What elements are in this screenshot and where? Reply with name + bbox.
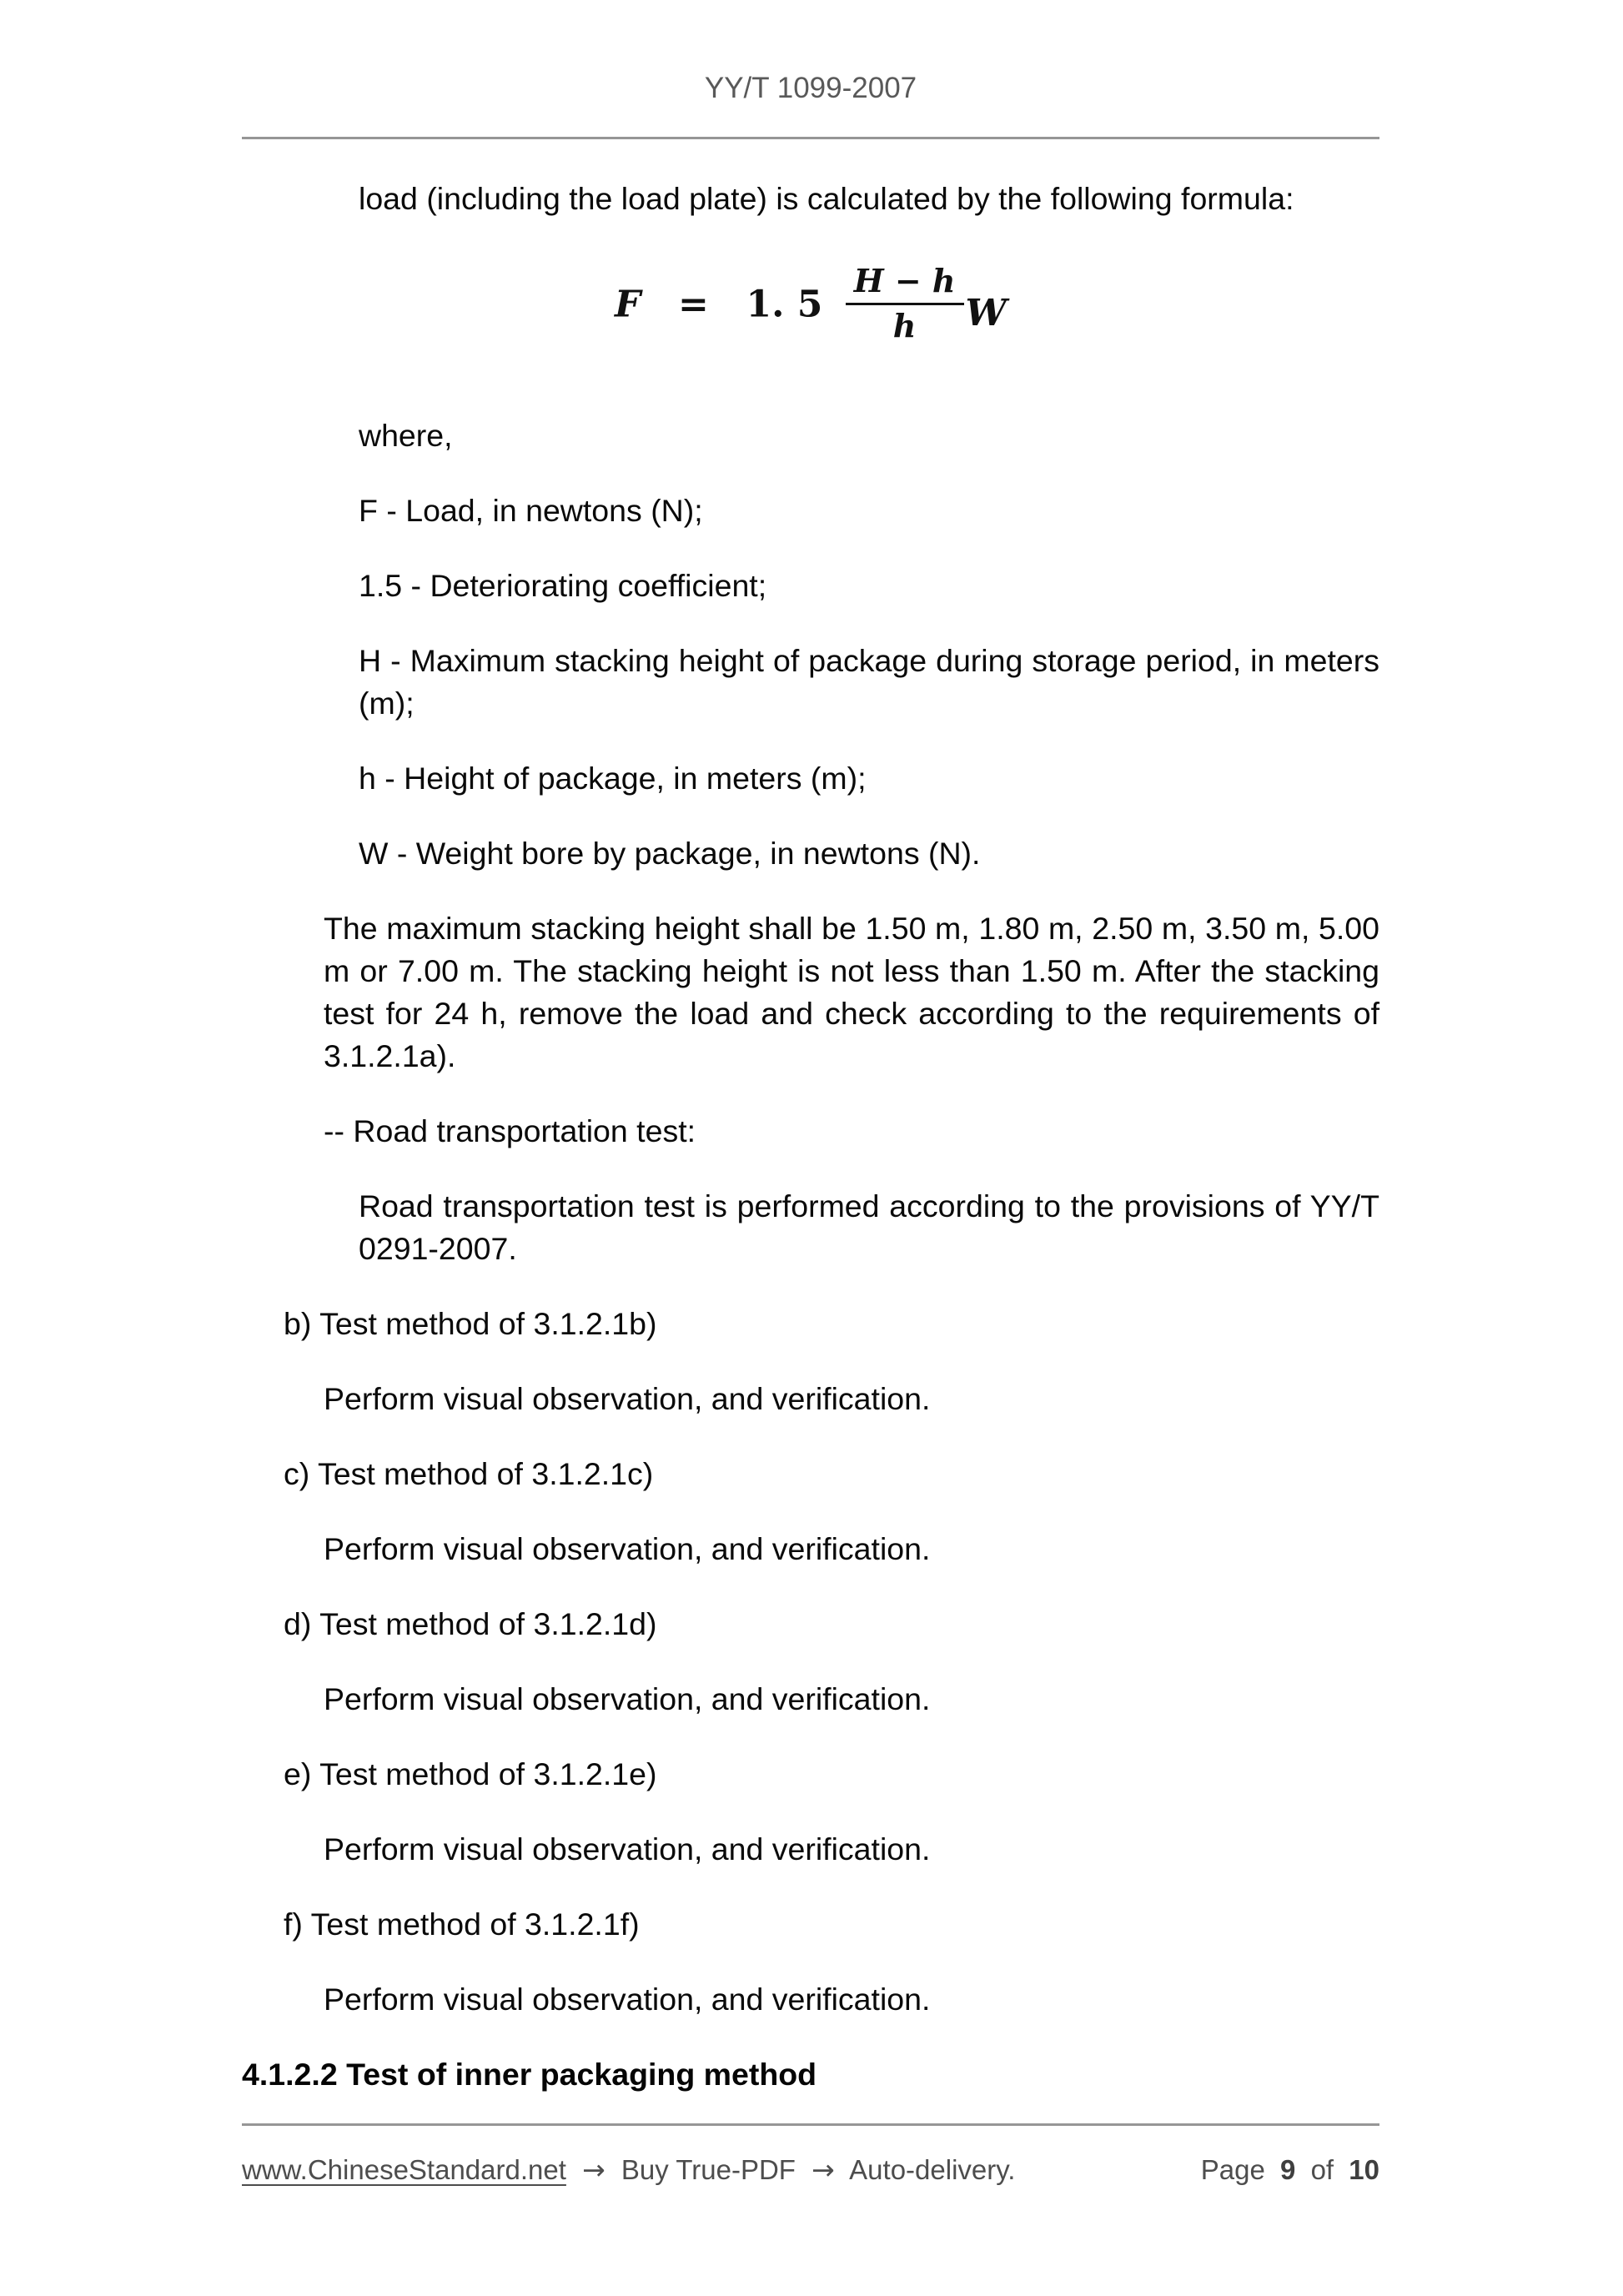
- road-test-item: -- Road transportation test:: [324, 1113, 696, 1148]
- footer-row: [242, 2153, 1379, 2186]
- test-method-item-e: e) Test method of 3.1.2.1e): [284, 1756, 657, 1791]
- buy-text: Buy True-PDF: [621, 2154, 796, 2185]
- header-rule: [242, 137, 1379, 139]
- footer-rule: [242, 2123, 1379, 2126]
- test-method-detail-d: Perform visual observation, and verification.: [324, 1681, 931, 1716]
- formula-lhs: F: [615, 283, 641, 326]
- stacking-paragraph: The maximum stacking height shall be 1.50 m, 1.80 m, 2.50 m, 3.50 m, 5.00 m or 7.00 m. The stacking height is not less than 1.50 m. After the stacking test for 24 h, remove the load and check according to the requirements of 3.1.2.1a).: [324, 911, 1379, 1073]
- definition-item-W: W - Weight bore by package, in newtons (N).: [359, 836, 981, 871]
- test-method-detail-f: Perform visual observation, and verification.: [324, 1982, 931, 2017]
- page-word: Page: [1200, 2154, 1265, 2185]
- fraction-numerator: H − h: [846, 263, 964, 305]
- formula: [242, 262, 1379, 348]
- test-method-detail-c: Perform visual observation, and verification.: [324, 1531, 931, 1566]
- test-method-item-b: b) Test method of 3.1.2.1b): [284, 1306, 657, 1341]
- formula-equals: =: [677, 283, 709, 326]
- test-method-item-c: c) Test method of 3.1.2.1c): [284, 1456, 654, 1491]
- fraction-denominator: h: [892, 307, 917, 344]
- definition-item-h: h - Height of package, in meters (m);: [359, 761, 867, 796]
- delivery-text: Auto-delivery.: [849, 2154, 1016, 2185]
- page-indicator: [1193, 2154, 1379, 2186]
- test-method-detail-b: Perform visual observation, and verification.: [324, 1381, 931, 1416]
- road-test-paragraph: Road transportation test is performed according to the provisions of YY/T 0291-2007.: [359, 1188, 1379, 1266]
- where-label: where,: [359, 418, 453, 453]
- intro-paragraph: load (including the load plate) is calculated by the following formula:: [359, 181, 1294, 216]
- formula-coefficient: 1. 5: [746, 283, 823, 326]
- test-method-item-d: d) Test method of 3.1.2.1d): [284, 1606, 657, 1641]
- test-method-detail-e: Perform visual observation, and verification.: [324, 1831, 931, 1866]
- section-heading: 4.1.2.2 Test of inner packaging method: [242, 2057, 817, 2092]
- website-link[interactable]: www.ChineseStandard.net: [242, 2154, 566, 2185]
- footer-left: [242, 2153, 1023, 2186]
- of-word: of: [1310, 2154, 1334, 2185]
- test-method-item-f: f) Test method of 3.1.2.1f): [284, 1907, 640, 1942]
- definition-item-f: F - Load, in newtons (N);: [359, 493, 703, 528]
- standard-number: YY/T 1099-2007: [704, 72, 917, 104]
- page-content: [242, 0, 1379, 2128]
- page-footer: [242, 2123, 1379, 2186]
- definition-item-H: H - Maximum stacking height of package during storage period, in meters (m);: [359, 643, 1379, 721]
- total-pages-number: 10: [1349, 2154, 1379, 2185]
- right-arrow-icon: →: [582, 2153, 605, 2186]
- definition-item-coefficient: 1.5 - Deteriorating coefficient;: [359, 568, 767, 603]
- fraction: [846, 263, 964, 344]
- current-page-number: 9: [1280, 2154, 1296, 2185]
- formula-multiplier: W: [965, 291, 1007, 334]
- right-arrow-icon: →: [812, 2153, 835, 2186]
- body-text: [242, 178, 1379, 2096]
